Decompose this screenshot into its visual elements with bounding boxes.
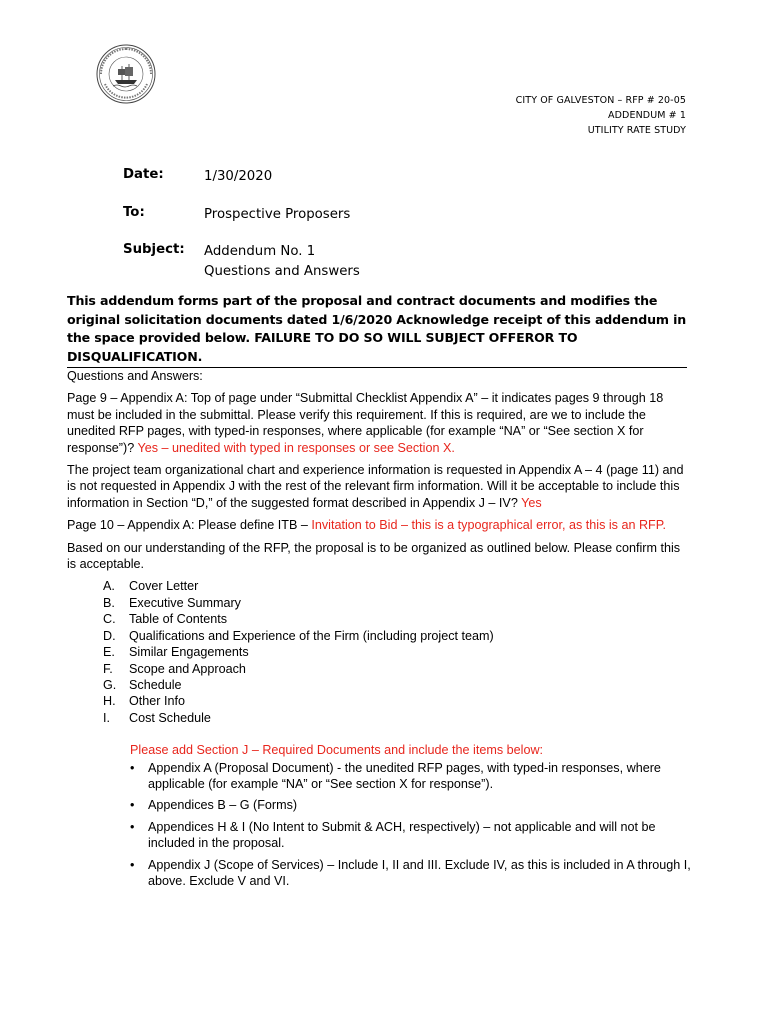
question-3-text: Page 10 – Appendix A: Please define ITB – — [67, 518, 308, 533]
subject-line-1: Addendum No. 1 — [204, 244, 316, 259]
list-item: G. Schedule — [103, 677, 182, 692]
memo-block — [123, 167, 360, 299]
bullet-icon: • — [130, 760, 135, 775]
answer-3: Invitation to Bid – this is a typographical error, as this is an RFP. — [311, 518, 667, 533]
question-2 — [67, 462, 692, 511]
list-item: B. Executive Summary — [103, 595, 241, 610]
question-3 — [67, 517, 692, 533]
list-item: F. Scope and Approach — [103, 661, 246, 676]
list-item: • Appendices B – G (Forms) — [130, 798, 298, 813]
to-value: Prospective Proposers — [204, 206, 351, 222]
qa-heading: Questions and Answers: — [67, 369, 203, 383]
list-item: H. Other Info — [103, 694, 186, 709]
subject-line-2: Questions and Answers — [204, 263, 360, 279]
list-item: A. Cover Letter — [103, 579, 199, 594]
memo-subject-row — [123, 242, 360, 281]
addendum-notice: This addendum forms part of the proposal and contract documents and modifies the original solicitation documents dated 1/6/2020 Acknowledge receipt of this addendum in the space provided below. FAILURE TO DO SO WILL SUBJECT OFFEROR TO DISQUALIFICATION. — [67, 292, 687, 368]
header-rfp-line: CITY OF GALVESTON – RFP # 20-05 — [515, 95, 686, 106]
to-label: To: — [123, 204, 145, 220]
list-item: C. Table of Contents — [103, 612, 228, 627]
date-label: Date: — [123, 167, 164, 182]
question-2-text: The project team organizational chart and experience information is requested in Appendix A – 4 (page 11) and is not requested in Appendix J with the rest of the relevant firm information. Will it be acceptable to include this information in Section “D,” of the suggested format described in Appendix J – IV? — [67, 463, 684, 510]
questions-answers-section — [67, 368, 692, 894]
header-addendum-line: ADDENDUM # 1 — [608, 110, 686, 121]
list-item: I. Cost Schedule — [103, 710, 211, 725]
document-header — [516, 93, 686, 138]
header-study-line: UTILITY RATE STUDY — [587, 125, 686, 136]
question-1-text: Page 9 – Appendix A: Top of page under “Submittal Checklist Appendix A” – it indicates pages 9 through 18 must be included in the submittal. Please verify this requirement. If this is required, are we to include the unedited RFP pages, with typed-in responses, where applicable (for example “NA” or “See section X for response”)? — [67, 391, 664, 455]
subject-label: Subject: — [123, 242, 185, 257]
list-item: • Appendix J (Scope of Services) – Include I, II and III. Exclude IV, as this is included in A through I, above. Exclude V and VI. — [130, 857, 691, 888]
question-4-text: Based on our understanding of the RFP, the proposal is to be organized as outlined below. Please confirm this is acceptable. — [67, 540, 681, 572]
answer-2: Yes — [521, 495, 542, 510]
city-seal-icon — [96, 44, 156, 104]
memo-to-row — [123, 205, 360, 225]
list-item: • Appendix A (Proposal Document) - the unedited RFP pages, with typed-in responses, where applicable (for example “NA” or “See section X for response”). — [130, 760, 661, 791]
memo-date-row — [123, 167, 360, 187]
list-item: • Appendices H & I (No Intent to Submit & ACH, respectively) – not applicable and will not be included in the proposal. — [130, 819, 656, 851]
list-item: D. Qualifications and Experience of the Firm (including project team) — [103, 628, 494, 643]
proposal-outline-list — [103, 578, 692, 726]
bullet-icon: • — [130, 857, 135, 872]
question-1 — [67, 390, 692, 456]
bullet-icon: • — [130, 819, 135, 834]
required-documents-list — [130, 760, 692, 890]
answer-4-intro: Please add Section J – Required Documents and include the items below: — [130, 743, 544, 758]
subject-value — [204, 242, 360, 281]
answer-1: Yes – unedited with typed in responses or see Section X. — [137, 440, 455, 455]
answer-4 — [130, 742, 692, 889]
list-item: E. Similar Engagements — [103, 645, 249, 660]
date-value: 1/30/2020 — [204, 169, 273, 184]
bullet-icon: • — [130, 798, 135, 813]
